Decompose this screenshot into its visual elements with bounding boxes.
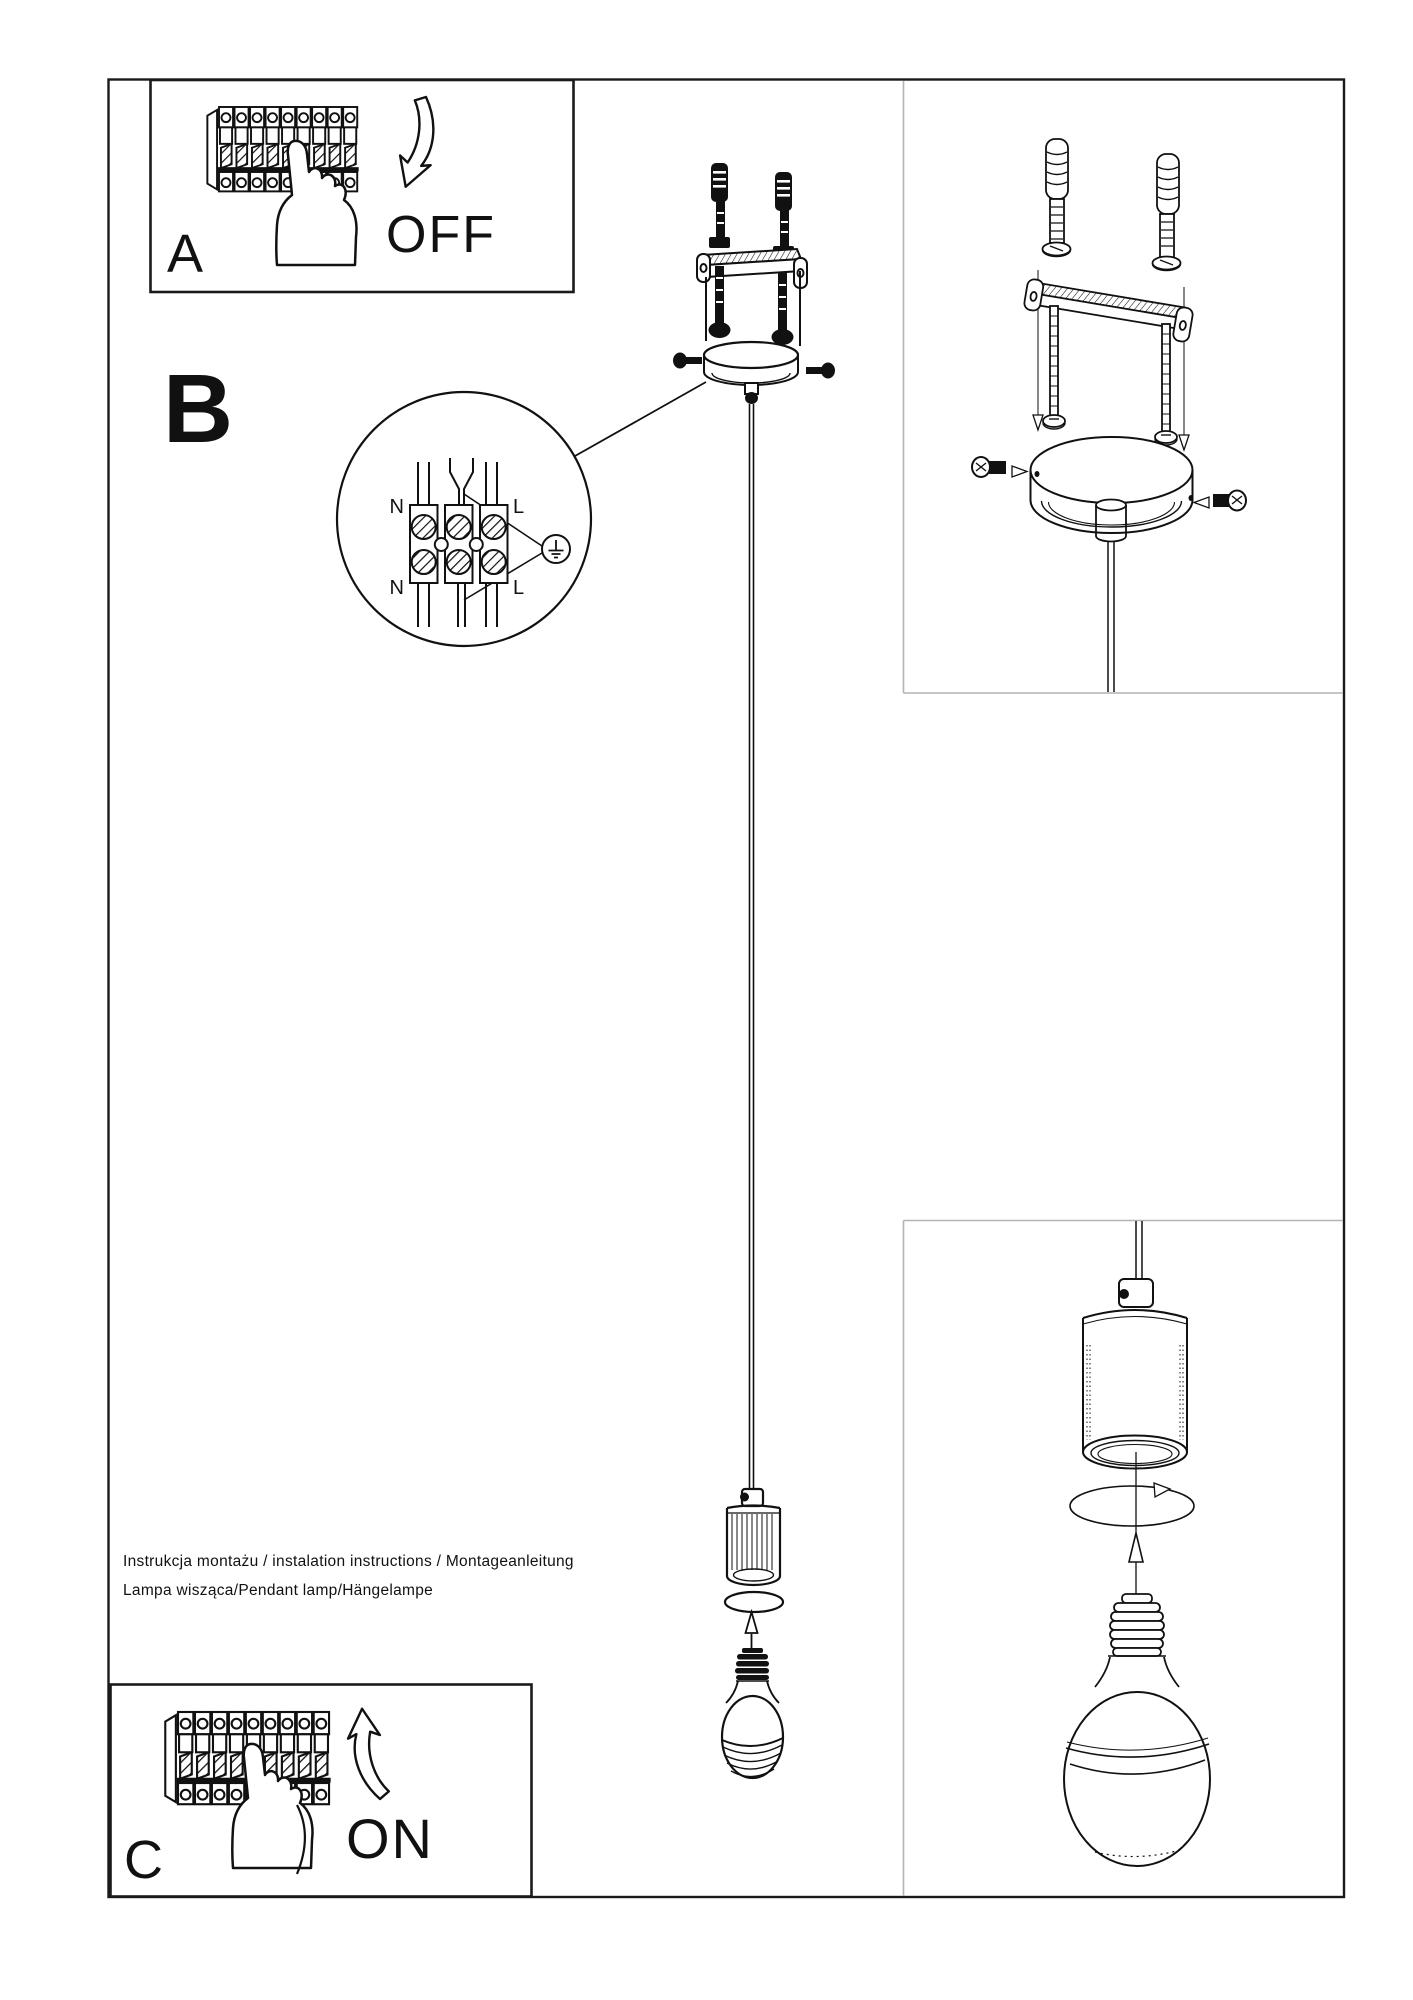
canopy-exploded — [1031, 437, 1194, 542]
lamp-holder — [727, 1489, 780, 1585]
terminal-label-l-top: L — [513, 496, 525, 518]
terminal-label-n-top: N — [389, 496, 404, 518]
breaker-row-drawing-a — [207, 107, 358, 191]
panel-c-label: C — [124, 1830, 163, 1890]
suspension-cable — [750, 404, 754, 1489]
wiring-detail-circle — [337, 382, 706, 646]
wall-plug-right-outline-icon — [1153, 154, 1181, 271]
light-bulb — [722, 1648, 783, 1778]
terminal-label-n-bottom: N — [389, 577, 404, 599]
holder-shell — [1083, 1310, 1187, 1469]
insert-arrow-icon — [746, 1612, 758, 1650]
pendant-lamp-drawing — [673, 163, 835, 1778]
holder-cap — [1119, 1279, 1153, 1307]
canopy-side-screw-right-icon — [1194, 491, 1246, 511]
terminal-label-l-bottom: L — [513, 577, 525, 599]
ceiling-canopy — [673, 342, 835, 404]
exploded-mount-panel — [904, 81, 1344, 693]
bracket-screw-right-icon — [772, 272, 794, 345]
panel-a-switch-off — [151, 80, 574, 292]
ground-symbol-icon — [542, 535, 570, 563]
panel-c-action-label: ON — [346, 1807, 434, 1870]
holder-ring — [725, 1592, 783, 1612]
cable-exploded — [1108, 541, 1114, 692]
exploded-bulb-panel — [904, 1221, 1344, 1897]
caption-line-1: Instrukcja montażu / instalation instructions / Montageanleitung — [123, 1553, 574, 1570]
terminal-block — [410, 505, 508, 583]
wall-plug-right-icon — [773, 172, 794, 257]
canopy-side-screw-left-icon — [972, 457, 1027, 477]
wall-plug-left-icon — [709, 163, 730, 248]
long-screw-left-icon — [1043, 306, 1065, 429]
rotation-ellipse — [1070, 1483, 1194, 1526]
instructions-text — [123, 1553, 574, 1599]
long-screw-right-icon — [1155, 324, 1177, 445]
section-b-label: B — [163, 354, 234, 463]
insert-arrow-icon — [1129, 1533, 1143, 1562]
panel-c-switch-on — [111, 1685, 532, 1897]
cable — [1136, 1221, 1142, 1279]
wall-plug-left-outline-icon — [1043, 139, 1071, 257]
panel-a-label: A — [167, 224, 204, 284]
panel-border — [904, 81, 1344, 693]
callout-line — [575, 382, 706, 456]
panel-a-action-label: OFF — [386, 206, 496, 264]
caption-line-2: Lampa wisząca/Pendant lamp/Hängelampe — [123, 1582, 434, 1599]
bulb-exploded — [1064, 1594, 1210, 1866]
